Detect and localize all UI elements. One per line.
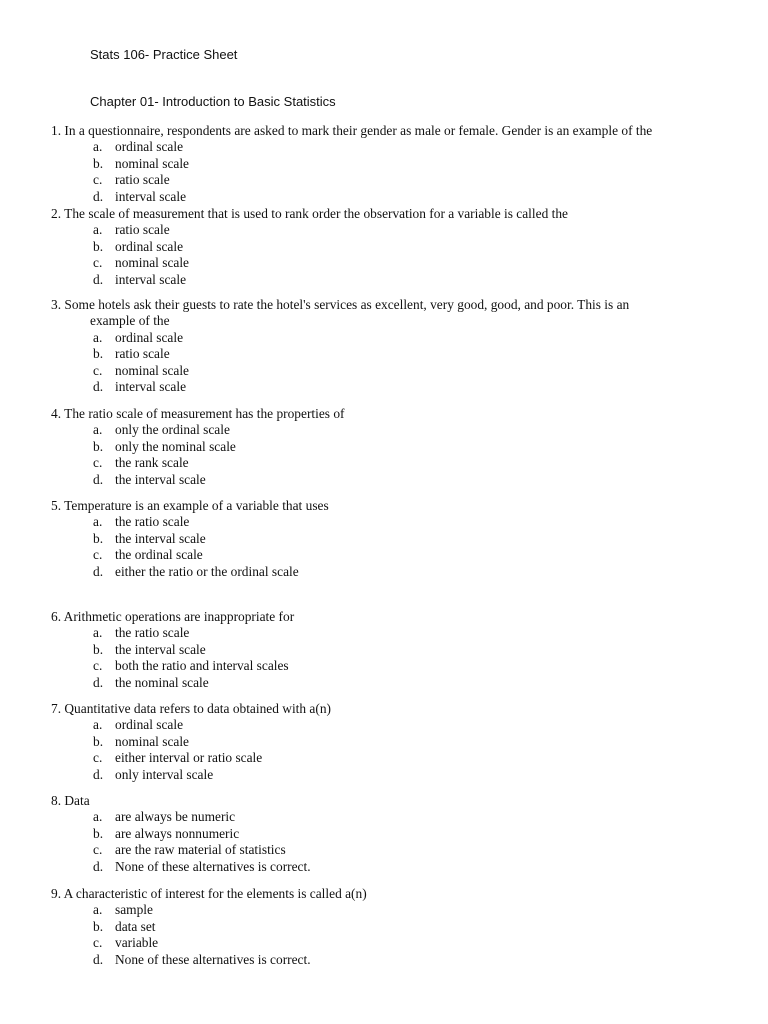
- question-9: [51, 886, 751, 968]
- option-letter: b.: [93, 733, 104, 749]
- option-text: only the ordinal scale: [115, 422, 230, 438]
- option-letter: b.: [93, 346, 104, 362]
- question-5: [51, 498, 751, 580]
- answer-option: [51, 952, 751, 968]
- option-letter: b.: [93, 530, 104, 546]
- option-letter: a.: [93, 222, 103, 238]
- option-text: the ratio scale: [115, 625, 190, 641]
- answer-option: [51, 717, 751, 733]
- option-letter: c.: [93, 455, 103, 471]
- option-text: interval scale: [115, 188, 187, 204]
- answer-option: [51, 642, 751, 658]
- option-letter: d.: [93, 766, 104, 782]
- option-letter: c.: [93, 935, 103, 951]
- chapter-heading: Chapter 01- Introduction to Basic Statistics: [90, 94, 336, 109]
- option-letter: d.: [93, 951, 104, 967]
- option-letter: d.: [93, 858, 104, 874]
- answer-option: [51, 455, 751, 471]
- question-text: 4. The ratio scale of measurement has the properties of: [51, 406, 345, 421]
- answer-option: [51, 625, 751, 641]
- option-letter: a.: [93, 514, 103, 530]
- option-letter: a.: [93, 809, 103, 825]
- option-text: ratio scale: [115, 222, 170, 238]
- answer-option: [51, 422, 751, 438]
- answer-option: [51, 514, 751, 530]
- option-letter: b.: [93, 918, 104, 934]
- answer-option: [51, 564, 751, 580]
- option-text: either the ratio or the ordinal scale: [115, 563, 299, 579]
- option-text: either interval or ratio scale: [115, 750, 263, 766]
- question-text: 8. Data: [51, 793, 90, 808]
- answer-option: [51, 346, 751, 362]
- answer-option: [51, 826, 751, 842]
- option-letter: d.: [93, 563, 104, 579]
- option-letter: a.: [93, 902, 103, 918]
- option-text: nominal scale: [115, 362, 189, 378]
- sheet-title: Stats 106- Practice Sheet: [90, 47, 238, 62]
- question-7: [51, 701, 751, 783]
- option-text: None of these alternatives is correct.: [115, 951, 311, 967]
- option-letter: a.: [93, 625, 103, 641]
- option-text: None of these alternatives is correct.: [115, 858, 311, 874]
- option-letter: a.: [93, 422, 103, 438]
- answer-option: [51, 658, 751, 674]
- option-text: variable: [115, 935, 159, 951]
- question-8: [51, 793, 751, 875]
- answer-option: [51, 272, 751, 288]
- option-letter: c.: [93, 255, 103, 271]
- option-letter: d.: [93, 271, 104, 287]
- option-text: ordinal scale: [115, 238, 184, 254]
- answer-option: [51, 767, 751, 783]
- option-letter: c.: [93, 658, 103, 674]
- answer-option: [51, 172, 751, 188]
- answer-option: [51, 809, 751, 825]
- answer-option: [51, 156, 751, 172]
- option-letter: c.: [93, 172, 103, 188]
- option-text: both the ratio and interval scales: [115, 658, 289, 674]
- option-letter: b.: [93, 155, 104, 171]
- answer-option: [51, 531, 751, 547]
- answer-option: [51, 859, 751, 875]
- option-letter: c.: [93, 842, 103, 858]
- answer-option: [51, 547, 751, 563]
- option-letter: a.: [93, 329, 103, 345]
- option-letter: c.: [93, 547, 103, 563]
- answer-option: [51, 222, 751, 238]
- option-text: the ordinal scale: [115, 547, 203, 563]
- option-letter: d.: [93, 188, 104, 204]
- answer-option: [51, 363, 751, 379]
- answer-option: [51, 675, 751, 691]
- option-text: the interval scale: [115, 530, 206, 546]
- question-text: 5. Temperature is an example of a variable that uses: [51, 498, 329, 513]
- question-2: [51, 206, 751, 288]
- option-text: nominal scale: [115, 155, 189, 171]
- answer-option: [51, 189, 751, 205]
- option-text: interval scale: [115, 271, 187, 287]
- option-text: the interval scale: [115, 641, 206, 657]
- option-text: are always be numeric: [115, 809, 236, 825]
- option-text: ratio scale: [115, 346, 170, 362]
- option-text: only interval scale: [115, 766, 214, 782]
- question-text: 7. Quantitative data refers to data obtained with a(n): [51, 701, 331, 716]
- answer-option: [51, 379, 751, 395]
- answer-option: [51, 750, 751, 766]
- answer-option: [51, 330, 751, 346]
- question-4: [51, 406, 751, 488]
- answer-option: [51, 472, 751, 488]
- option-text: the ratio scale: [115, 514, 190, 530]
- option-text: sample: [115, 902, 153, 918]
- question-text: 3. Some hotels ask their guests to rate the hotel's services as excellent, very good, good, and poor. This is an: [51, 297, 630, 312]
- option-text: data set: [115, 918, 156, 934]
- option-text: nominal scale: [115, 255, 189, 271]
- question-text: 6. Arithmetic operations are inappropriate for: [51, 609, 295, 624]
- option-text: ratio scale: [115, 172, 170, 188]
- option-text: the interval scale: [115, 471, 206, 487]
- option-text: ordinal scale: [115, 139, 184, 155]
- option-text: are the raw material of statistics: [115, 842, 286, 858]
- question-text: 1. In a questionnaire, respondents are asked to mark their gender as male or female. Gender is an example of the: [51, 123, 653, 138]
- question-6: [51, 609, 751, 691]
- option-letter: b.: [93, 825, 104, 841]
- option-letter: a.: [93, 139, 103, 155]
- answer-option: [51, 919, 751, 935]
- option-text: only the nominal scale: [115, 438, 236, 454]
- answer-option: [51, 842, 751, 858]
- option-letter: d.: [93, 378, 104, 394]
- option-text: ordinal scale: [115, 329, 184, 345]
- option-text: the nominal scale: [115, 674, 209, 690]
- answer-option: [51, 439, 751, 455]
- question-3: [51, 297, 751, 395]
- answer-option: [51, 935, 751, 951]
- answer-option: [51, 239, 751, 255]
- question-text: 2. The scale of measurement that is used to rank order the observation for a variable is called the: [51, 206, 568, 221]
- option-letter: b.: [93, 438, 104, 454]
- option-text: the rank scale: [115, 455, 189, 471]
- question-text: 9. A characteristic of interest for the elements is called a(n): [51, 886, 367, 901]
- question-text: example of the: [90, 313, 170, 329]
- answer-option: [51, 902, 751, 918]
- option-text: ordinal scale: [115, 717, 184, 733]
- option-letter: c.: [93, 362, 103, 378]
- question-1: [51, 123, 751, 205]
- option-letter: b.: [93, 641, 104, 657]
- option-letter: d.: [93, 674, 104, 690]
- answer-option: [51, 139, 751, 155]
- option-text: interval scale: [115, 378, 187, 394]
- option-text: nominal scale: [115, 733, 189, 749]
- option-letter: b.: [93, 238, 104, 254]
- option-letter: c.: [93, 750, 103, 766]
- answer-option: [51, 255, 751, 271]
- answer-option: [51, 734, 751, 750]
- option-text: are always nonnumeric: [115, 825, 240, 841]
- option-letter: d.: [93, 471, 104, 487]
- option-letter: a.: [93, 717, 103, 733]
